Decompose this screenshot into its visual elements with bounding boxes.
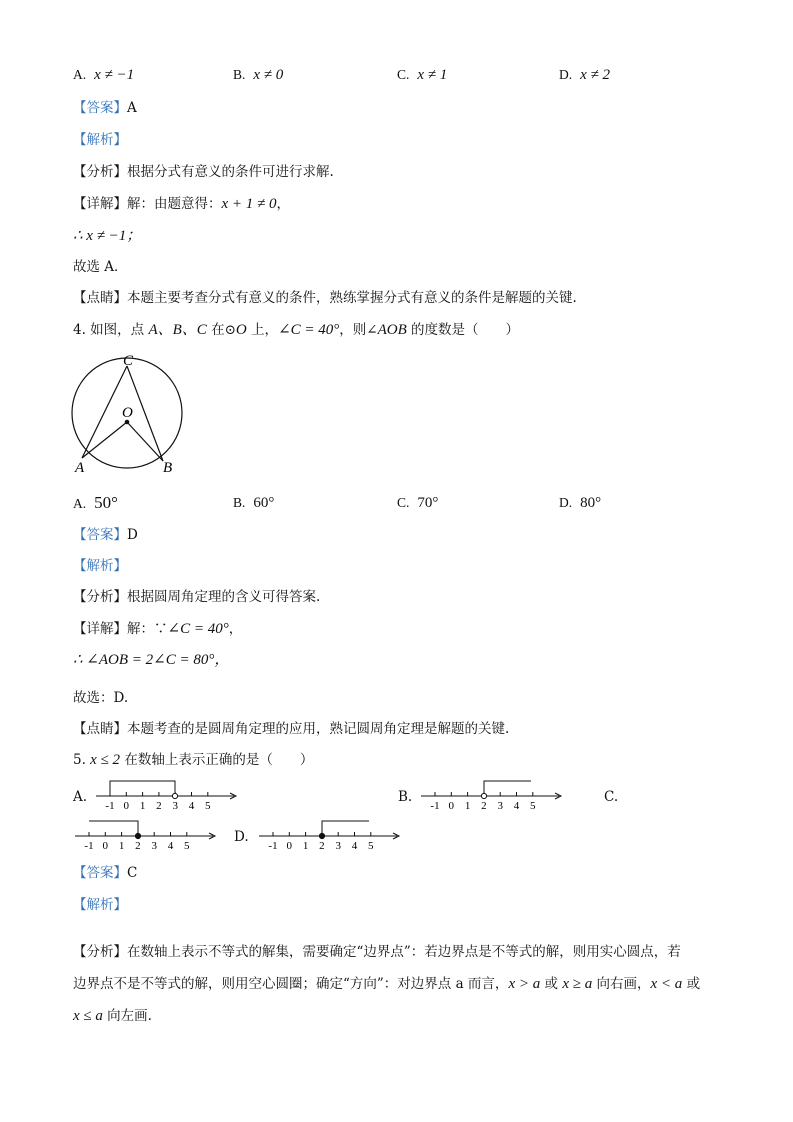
q4-therefore: ∴ ∠AOB = 2∠C = 80°， bbox=[73, 652, 230, 668]
tick-label: 0 bbox=[286, 840, 293, 852]
tick-label: 0 bbox=[102, 840, 109, 852]
circle-figure bbox=[65, 350, 190, 478]
q5-fenxi-line-1: 【分析】在数轴上表示不等式的解集，需要确定“边界点”：若边界点是不等式的解，则用实心圆点，若 bbox=[73, 944, 681, 960]
label-b: B bbox=[163, 460, 173, 476]
q4-option-d: D. 80° bbox=[559, 495, 602, 511]
q3-therefore: ∴ x ≠ −1； bbox=[73, 228, 142, 244]
q5-analysis-heading: 【解析】 bbox=[73, 897, 127, 913]
tick-label: 5 bbox=[205, 800, 211, 812]
q4-option-a: A. 50° bbox=[73, 493, 118, 512]
q3-option-c: C. x ≠ 1 bbox=[397, 67, 448, 83]
tick-label: 5 bbox=[368, 840, 374, 852]
q4-fenxi: 【分析】根据圆周角定理的含义可得答案. bbox=[73, 589, 321, 605]
q4-detail: 【详解】解：∵∠C = 40°， bbox=[73, 621, 243, 637]
q5-option-d-label: D. bbox=[234, 829, 249, 845]
q4-stem: 4. 如图，点 A、B、C 在⊙O 上，∠C = 40°，则∠AOB 的度数是（ ） bbox=[73, 322, 520, 338]
number-line-a bbox=[94, 778, 240, 812]
number-line-d bbox=[257, 818, 403, 852]
tick-label: -1 bbox=[430, 800, 440, 812]
q4-analysis-heading: 【解析】 bbox=[73, 558, 127, 574]
tick-label: 0 bbox=[123, 800, 130, 812]
q3-option-d: D. x ≠ 2 bbox=[559, 67, 611, 83]
tick-label: 2 bbox=[156, 800, 162, 812]
tick-label: -1 bbox=[84, 840, 94, 852]
tick-label: 5 bbox=[184, 840, 190, 852]
q4-option-c: C. 70° bbox=[397, 495, 439, 511]
tick-label: 1 bbox=[302, 840, 309, 852]
tick-label: -1 bbox=[268, 840, 278, 852]
segment-ca bbox=[82, 366, 127, 458]
q5-fenxi-line-2: 边界点不是不等式的解，则用空心圆圈；确定“方向”：对边界点 a 而言，x > a 或 x ≥ a 向右画，x < a 或 bbox=[73, 976, 701, 992]
tick-label: 3 bbox=[335, 840, 341, 852]
tick-label: 4 bbox=[188, 800, 195, 812]
tick-label: 0 bbox=[448, 800, 455, 812]
segment-ob bbox=[127, 422, 163, 461]
q4-option-b: B. 60° bbox=[233, 495, 275, 511]
q3-option-a: A. x ≠ −1 bbox=[73, 67, 135, 83]
q4-comment: 【点睛】本题考查的是圆周角定理的应用，熟记圆周角定理是解题的关键. bbox=[73, 721, 510, 737]
q3-choice: 故选 A． bbox=[73, 259, 128, 275]
label-c: C bbox=[123, 353, 134, 369]
tick-label: -1 bbox=[105, 800, 115, 812]
number-line-b bbox=[419, 778, 565, 812]
q5-answer: 【答案】C bbox=[73, 865, 138, 881]
tick-label: 3 bbox=[497, 800, 503, 812]
q3-fenxi: 【分析】根据分式有意义的条件可进行求解. bbox=[73, 164, 334, 180]
tick-label: 1 bbox=[139, 800, 146, 812]
tick-label: 1 bbox=[118, 840, 125, 852]
q3-analysis-heading: 【解析】 bbox=[73, 132, 127, 148]
tick-label: 2 bbox=[135, 840, 141, 852]
tick-label: 4 bbox=[167, 840, 174, 852]
q5-option-c-label: C. bbox=[604, 789, 619, 805]
segment-oa bbox=[82, 422, 127, 458]
q5-stem: 5. x ≤ 2 在数轴上表示正确的是（ ） bbox=[73, 752, 314, 768]
tick-label: 4 bbox=[351, 840, 358, 852]
q3-comment: 【点睛】本题主要考查分式有意义的条件，熟练掌握分式有意义的条件是解题的关键. bbox=[73, 290, 577, 306]
tick-label: 3 bbox=[172, 800, 178, 812]
tick-label: 5 bbox=[530, 800, 536, 812]
q5-fenxi-line-3: x ≤ a 向左画. bbox=[73, 1008, 152, 1024]
label-a: A bbox=[75, 460, 85, 476]
tick-label: 4 bbox=[513, 800, 520, 812]
tick-label: 2 bbox=[319, 840, 325, 852]
q4-answer: 【答案】D bbox=[73, 527, 138, 543]
tick-label: 2 bbox=[481, 800, 487, 812]
q5-option-a-label: A. bbox=[73, 789, 88, 805]
q3-detail: 【详解】解：由题意得：x + 1 ≠ 0， bbox=[73, 196, 291, 212]
tick-label: 3 bbox=[151, 840, 157, 852]
label-o: O bbox=[122, 405, 133, 421]
q3-option-b: B. x ≠ 0 bbox=[233, 67, 284, 83]
q4-choice: 故选：D. bbox=[73, 690, 129, 706]
q5-option-b-label: B. bbox=[398, 789, 413, 805]
q3-answer: 【答案】A bbox=[73, 100, 137, 116]
number-line-c bbox=[73, 818, 219, 852]
tick-label: 1 bbox=[464, 800, 471, 812]
